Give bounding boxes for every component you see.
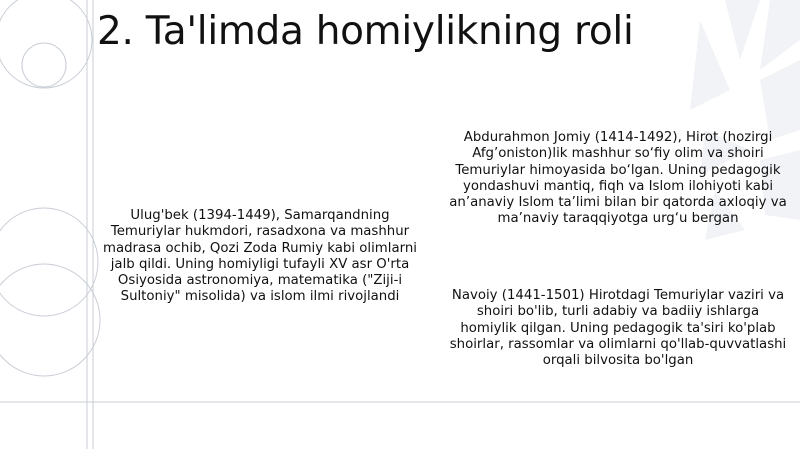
paragraph-jomiy: Abdurahmon Jomiy (1414-1492), Hirot (hozirgi Afg’oniston)lik mashhur so‘fiy olim va shoiri Temuriylar himoyasida bo‘lgan. Uning pedagogik yondashuvi mantiq, fiqh va Islom ilohiyoti kabi an’anaviy Islom ta’limi bilan bir qatorda axloqiy va ma’naviy taraqqiyotga urg‘u bergan [449,130,787,227]
decor-circle-lower [0,264,100,376]
slide-title: 2. Ta'limda homiylikning roli [97,9,634,54]
paragraph-navoiy: Navoiy (1441-1501) Hirotdagi Temuriylar vaziri va shoiri bo'lib, turli adabiy va badiiy ishlarga homiylik qilgan. Uning pedagogik ta'siri ko'plab shoirlar, rassomlar va olimlarni qo'llab-quvvatlashi orqali bilvosita bo'lgan [449,288,787,369]
decor-circle-top-large [0,0,92,88]
decor-circle-middle [0,208,98,316]
paragraph-ulugbek: Ulug'bek (1394-1449), Samarqandning Temuriylar hukmdori, rasadxona va mashhur madrasa ochib, Qozi Zoda Rumiy kabi olimlarni jalb qildi. Uning homiyligi tufayli XV asr O'rta Osiyosida astronomiya, matematika ("Ziji-i Sultoniy" misolida) va islom ilmi rivojlandi [103,208,417,305]
decor-circle-top-small [22,43,66,87]
